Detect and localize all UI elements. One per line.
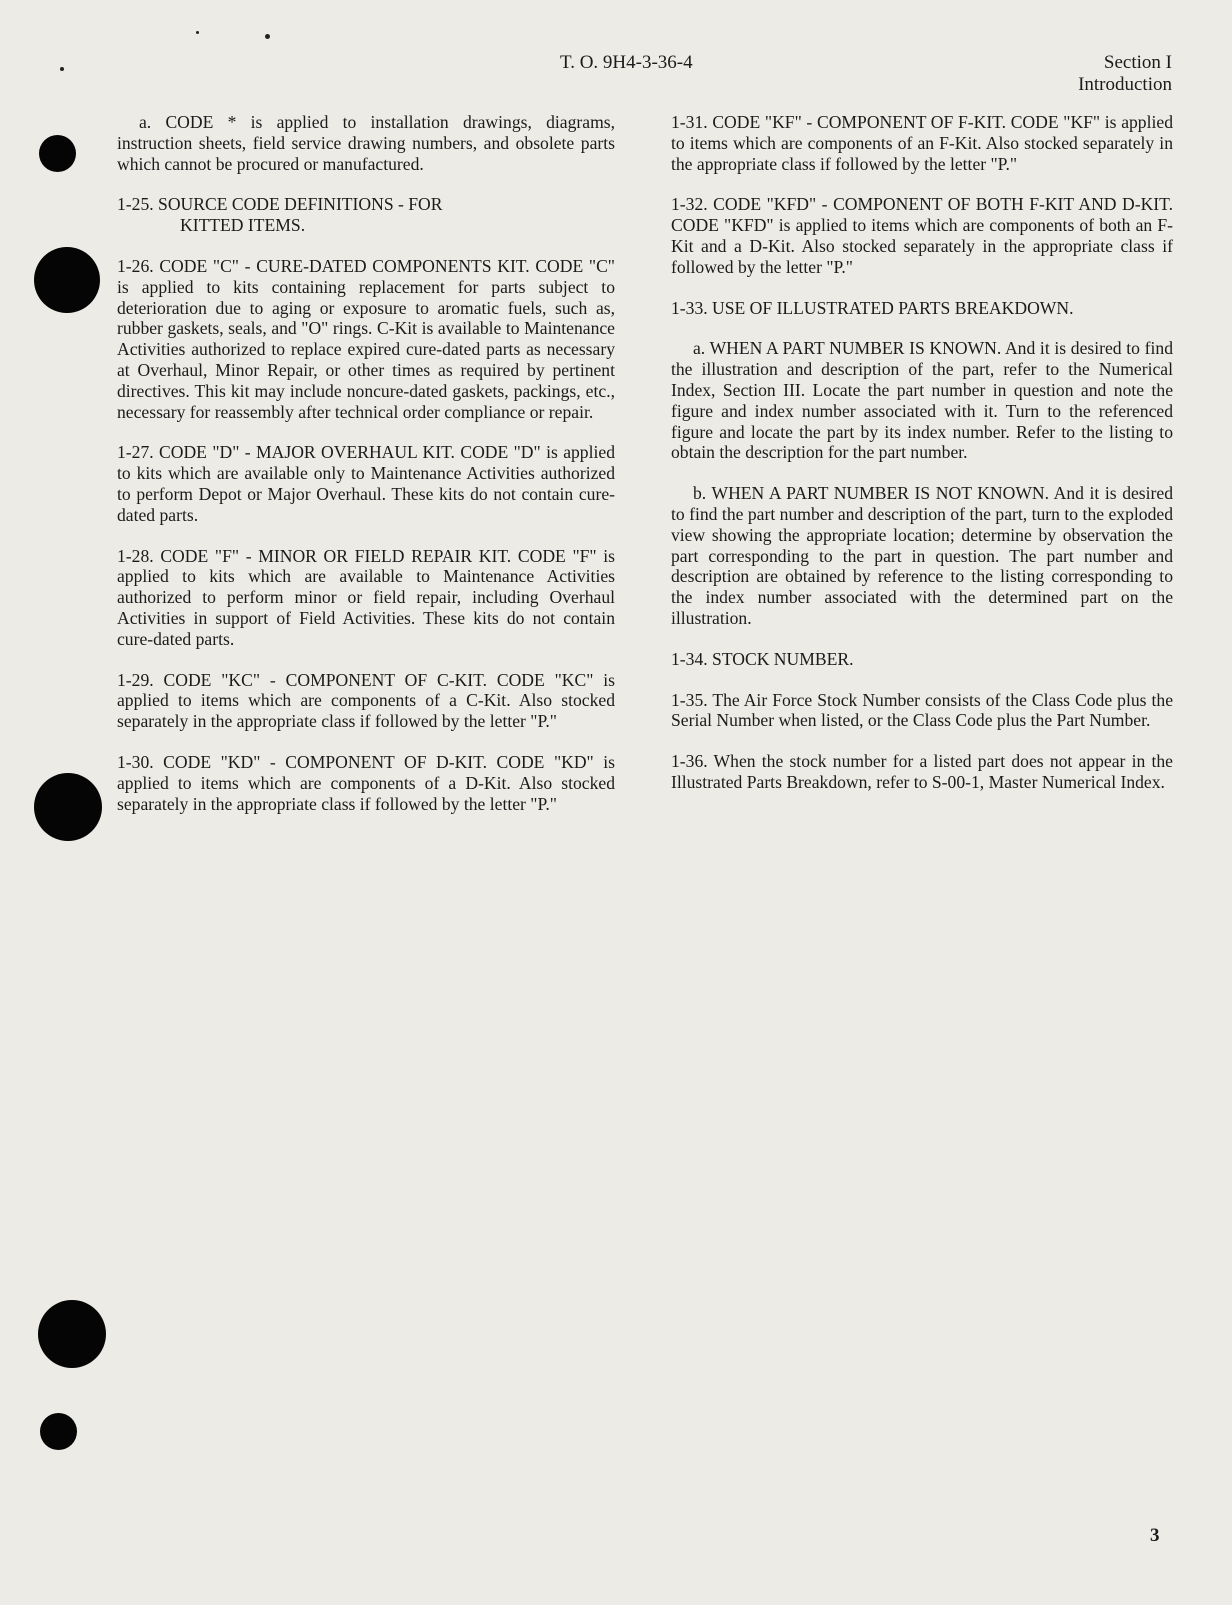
right-column	[671, 112, 1173, 813]
punch-hole	[40, 1413, 77, 1450]
punch-hole	[34, 773, 102, 841]
heading-1-34: 1-34. STOCK NUMBER.	[671, 648, 854, 669]
left-column	[117, 112, 615, 834]
punch-hole	[38, 1300, 106, 1368]
paragraph-1-32: 1-32. CODE "KFD" - COMPONENT OF BOTH F-KIT AND D-KIT. CODE "KFD" is applied to items which are components of both an F-Kit and a D-Kit. Also stocked separately in the appropriate class if followed by the letter "P."	[671, 194, 1173, 277]
paragraph-1-36: 1-36. When the stock number for a listed part does not appear in the Illustrated Parts Breakdown, refer to S-00-1, Master Numerical Index.	[671, 751, 1173, 792]
section-label: Section I	[1103, 52, 1172, 73]
heading-1-25: 1-25. SOURCE CODE DEFINITIONS - FOR	[117, 194, 443, 215]
punch-hole	[34, 247, 100, 313]
section-header	[1040, 52, 1172, 96]
paragraph-1-30: 1-30. CODE "KD" - COMPONENT OF D-KIT. CODE "KD" is applied to items which are components of a D-Kit. Also stocked separately in the appropriate class if followed by the letter "P."	[117, 751, 615, 814]
paragraph-a-code-star: a. CODE * is applied to installation drawings, diagrams, instruction sheets, field service drawing numbers, and obsolete parts which cannot be procured or manufactured.	[117, 112, 615, 174]
section-title: Introduction	[1078, 74, 1172, 95]
heading-1-25-continued: KITTED ITEMS.	[180, 215, 306, 236]
document-number: T. O. 9H4-3-36-4	[560, 52, 693, 73]
paragraph-1-28: 1-28. CODE "F" - MINOR OR FIELD REPAIR KIT. CODE "F" is applied to kits which are available to Maintenance Activities authorized to perform minor or field repair, including Overhaul Activities in support of Field Activities. These kits do not contain cure-dated parts.	[117, 545, 615, 649]
paragraph-1-35: 1-35. The Air Force Stock Number consists of the Class Code plus the Serial Number when listed, or the Class Code plus the Part Number.	[671, 689, 1173, 731]
scan-speck	[196, 31, 199, 34]
punch-hole	[39, 135, 76, 172]
scan-speck	[60, 67, 64, 71]
heading-1-33: 1-33. USE OF ILLUSTRATED PARTS BREAKDOWN.	[671, 297, 1074, 318]
page-number: 3	[1150, 1525, 1160, 1546]
paragraph-a-part-number-known: a. WHEN A PART NUMBER IS KNOWN. And it is desired to find the illustration and description of the part, refer to the Numerical Index, Section III. Locate the part number in question and note the figure and index number associated with it. Turn to the referenced figure and locate the part by its index number. Refer to the listing to obtain the description for the part number.	[671, 338, 1173, 463]
paragraph-1-26: 1-26. CODE "C" - CURE-DATED COMPONENTS KIT. CODE "C" is applied to kits containing replacement for parts subject to deterioration due to aging or exposure to aromatic fuels, such as, rubber gaskets, seals, and "O" rings. C-Kit is available to Maintenance Activities authorized to replace expired cure-dated parts as necessary at Overhaul, Minor Repair, or other times as required by pertinent directives. This kit may include noncure-dated gaskets, packings, etc., necessary for reassembly after technical order compliance or repair.	[117, 255, 615, 422]
paragraph-b-part-number-not-known: b. WHEN A PART NUMBER IS NOT KNOWN. And it is desired to find the part number and description of the part, turn to the exploded view showing the appropriate location; determine by observation the part corresponding to the part in question. The part number and description are obtained by reference to the listing corresponding to the index number associated with the determined part on the illustration.	[671, 483, 1173, 628]
paragraph-1-27: 1-27. CODE "D" - MAJOR OVERHAUL KIT. CODE "D" is applied to kits which are available only to Maintenance Activities authorized to perform Depot or Major Overhaul. These kits do not contain cure-dated parts.	[117, 442, 615, 525]
paragraph-1-31: 1-31. CODE "KF" - COMPONENT OF F-KIT. CODE "KF" is applied to items which are components of an F-Kit. Also stocked separately in the appropriate class if followed by the letter "P."	[671, 112, 1173, 174]
paragraph-1-29: 1-29. CODE "KC" - COMPONENT OF C-KIT. CODE "KC" is applied to items which are components of a C-Kit. Also stocked separately in the appropriate class if followed by the letter "P."	[117, 669, 615, 732]
scan-speck	[265, 34, 270, 39]
